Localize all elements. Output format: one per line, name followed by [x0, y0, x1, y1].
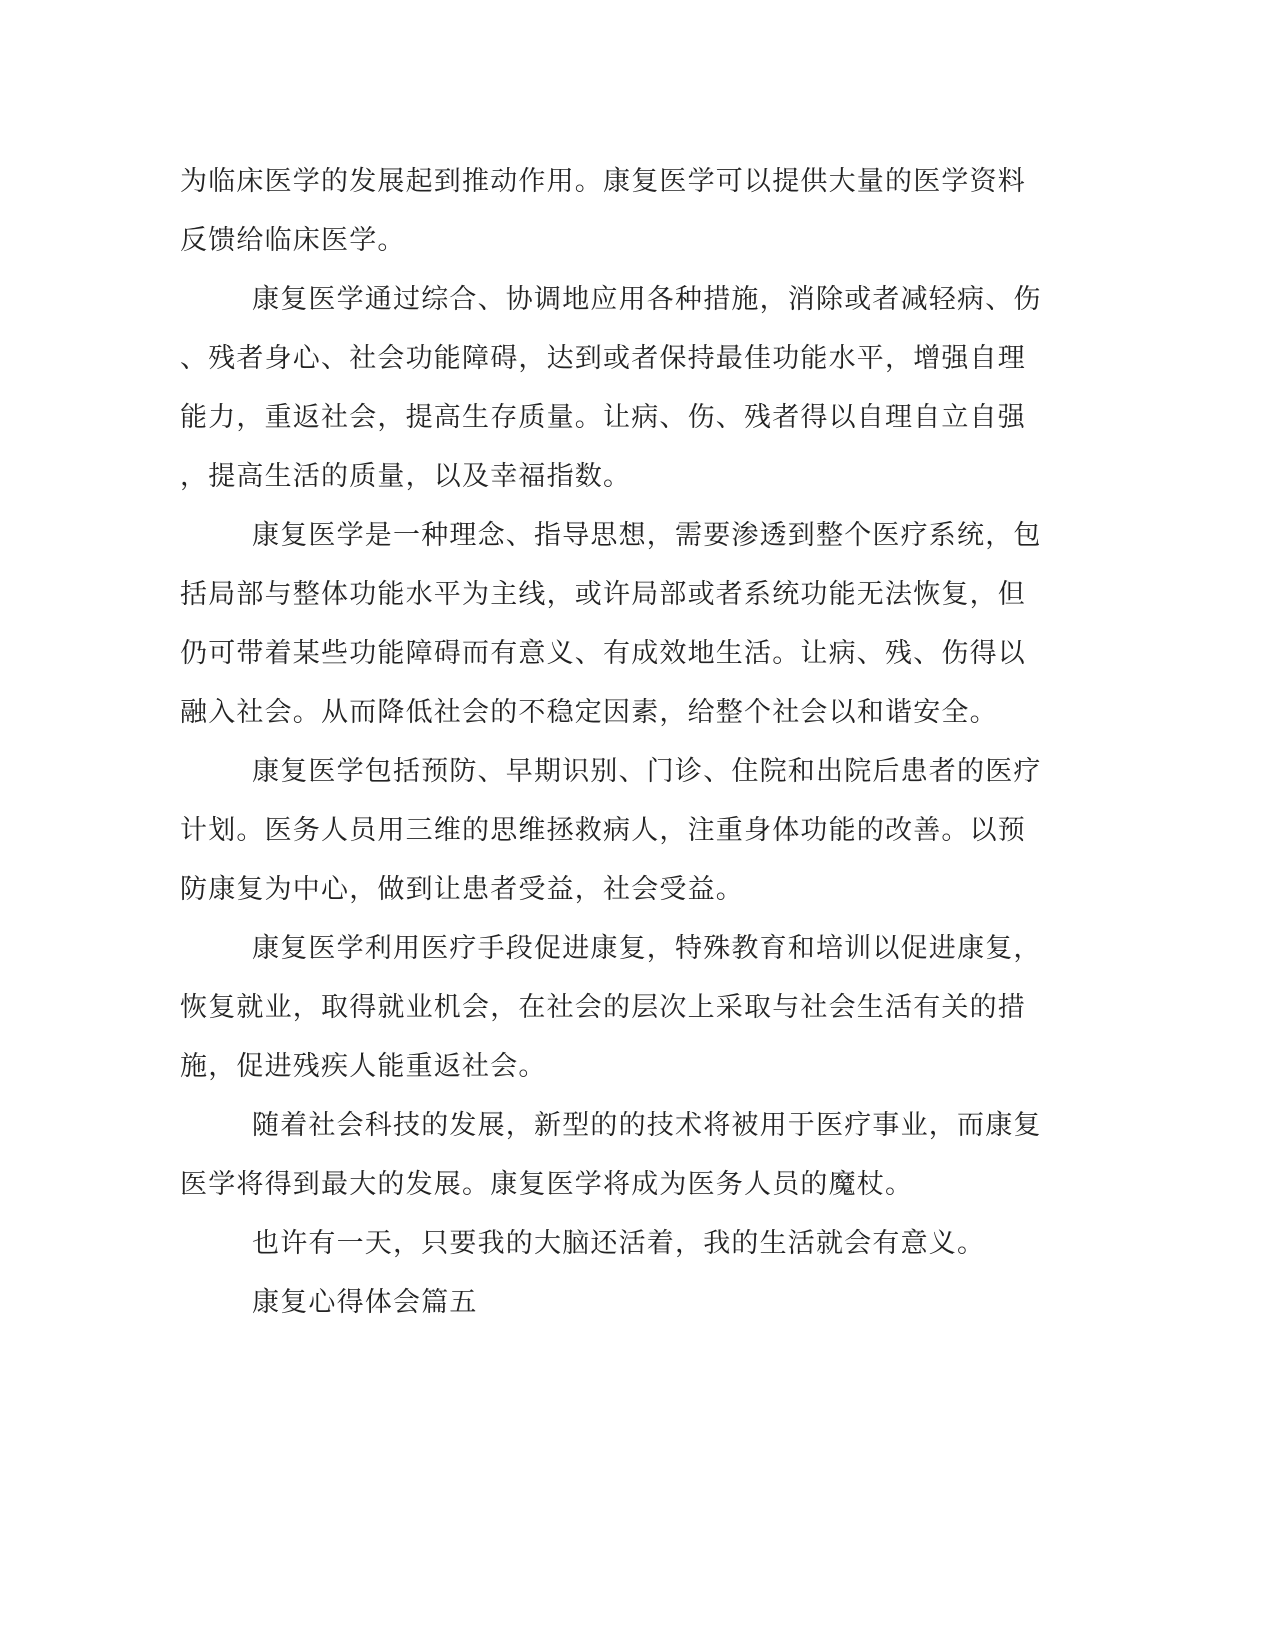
text-line: 防康复为中心，做到让患者受益，社会受益。: [180, 874, 744, 905]
text-line: 仍可带着某些功能障碍而有意义、有成效地生活。让病、残、伤得以: [180, 638, 1026, 669]
paragraph-first-line: 康复医学是一种理念、指导思想，需要渗透到整个医疗系统，包: [252, 520, 1042, 551]
paragraph-first-line: 康复医学通过综合、协调地应用各种措施，消除或者减轻病、伤: [252, 284, 1042, 315]
text-line: 能力，重返社会，提高生存质量。让病、伤、残者得以自理自立自强: [180, 402, 1026, 433]
text-line: 计划。医务人员用三维的思维拯救病人，注重身体功能的改善。以预: [180, 815, 1026, 846]
text-line: 施，促进残疾人能重返社会。: [180, 1051, 547, 1082]
paragraph-first-line: 康复医学利用医疗手段促进康复，特殊教育和培训以促进康复，: [252, 933, 1042, 964]
text-line: 括局部与整体功能水平为主线，或许局部或者系统功能无法恢复，但: [180, 579, 1026, 610]
text-line: 医学将得到最大的发展。康复医学将成为医务人员的魔杖。: [180, 1169, 914, 1200]
paragraph-first-line: 随着社会科技的发展，新型的的技术将被用于医疗事业，而康复: [252, 1110, 1042, 1141]
text-line: 融入社会。从而降低社会的不稳定因素，给整个社会以和谐安全。: [180, 697, 998, 728]
text-line: 、残者身心、社会功能障碍，达到或者保持最佳功能水平，增强自理: [180, 343, 1026, 374]
text-line: 反馈给临床医学。: [180, 225, 406, 256]
paragraph-first-line: 康复医学包括预防、早期识别、门诊、住院和出院后患者的医疗: [252, 756, 1042, 787]
paragraph-first-line: 也许有一天，只要我的大脑还活着，我的生活就会有意义。: [252, 1228, 986, 1259]
text-line: 为临床医学的发展起到推动作用。康复医学可以提供大量的医学资料: [180, 166, 1026, 197]
text-line: 恢复就业，取得就业机会，在社会的层次上采取与社会生活有关的措: [180, 992, 1026, 1023]
text-line: ，提高生活的质量，以及幸福指数。: [180, 461, 632, 492]
section-heading: 康复心得体会篇五: [252, 1287, 478, 1318]
